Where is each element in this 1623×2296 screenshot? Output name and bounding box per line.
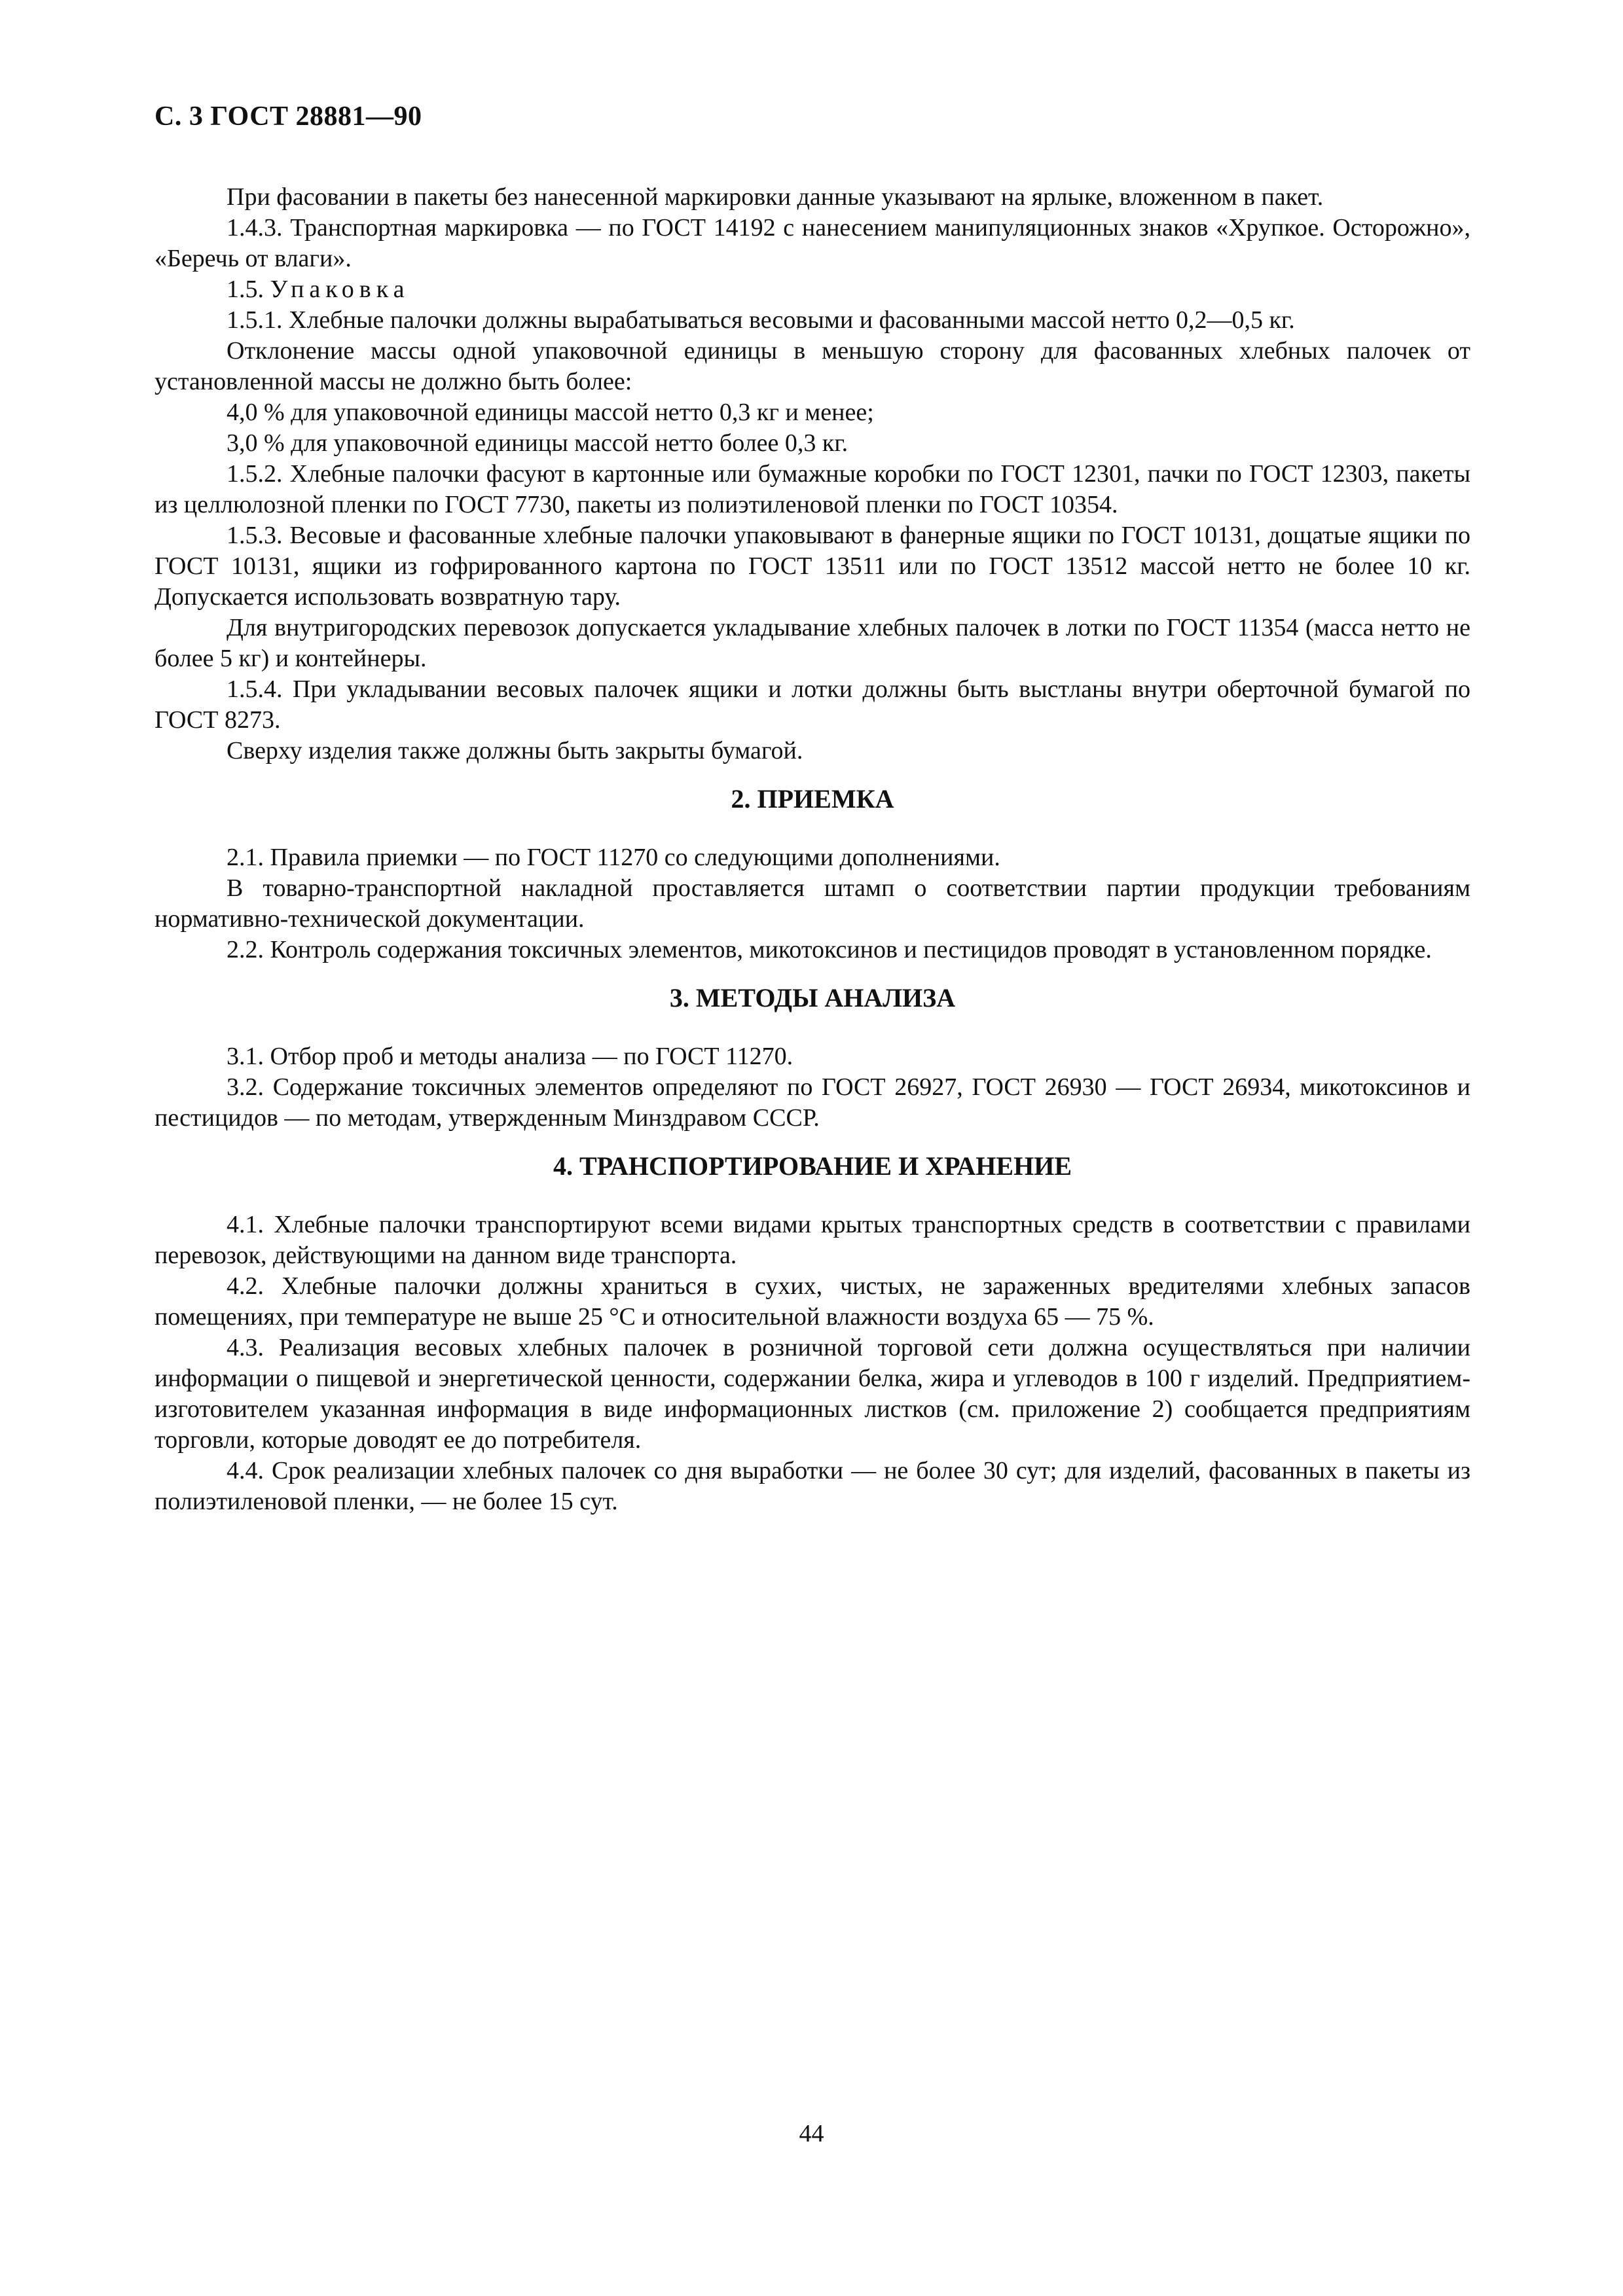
section-title: 4. ТРАНСПОРТИРОВАНИЕ И ХРАНЕНИЕ bbox=[553, 1151, 1072, 1181]
paragraph: 1.4.3. Транспортная маркировка — по ГОСТ 14192 с нанесением манипуляционных знаков «Хрупкое. Осторожно», «Беречь от влаги». bbox=[155, 214, 1470, 272]
paragraph: При фасовании в пакеты без нанесенной маркировки данные указывают на ярлыке, вложенном в пакет. bbox=[227, 183, 1324, 211]
paragraph: 3.1. Отбор проб и методы анализа — по ГОСТ 11270. bbox=[227, 1043, 793, 1070]
paragraph: 1.5.3. Весовые и фасованные хлебные палочки упаковывают в фанерные ящики по ГОСТ 10131, дощатые ящики по ГОСТ 10131, ящики из гофрированного картона по ГОСТ 13511 или по ГОСТ 13512 массой нетто не более 10 кг. Допускается использовать возвратную тару. bbox=[155, 522, 1470, 611]
section-title: 2. ПРИЕМКА bbox=[731, 784, 894, 814]
paragraph: 3.2. Содержание токсичных элементов определяют по ГОСТ 26927, ГОСТ 26930 — ГОСТ 26934, микотоксинов и пестицидов — по методам, утвержденным Минздравом СССР. bbox=[155, 1073, 1470, 1132]
subsection-heading bbox=[155, 274, 1470, 305]
paragraph: 4,0 % для упаковочной единицы массой нетто 0,3 кг и менее; bbox=[227, 399, 874, 426]
section-acceptance bbox=[155, 782, 1470, 965]
paragraph: 4.2. Хлебные палочки должны храниться в сухих, чистых, не зараженных вредителями хлебных запасов помещениях, при температуре не выше 25 °С и относительной влажности воздуха 65 — 75 %. bbox=[155, 1272, 1470, 1331]
paragraph: 4.1. Хлебные палочки транспортируют всеми видами крытых транспортных средств в соответствии с правилами перевозок, действующими на данном виде транспорта. bbox=[155, 1211, 1470, 1269]
subsection-title: Упаковка bbox=[270, 276, 410, 303]
paragraph: 3,0 % для упаковочной единицы массой нетто более 0,3 кг. bbox=[227, 429, 848, 457]
paragraph: В товарно-транспортной накладной проставляется штамп о соответствии партии продукции требованиям нормативно-технической документации. bbox=[155, 874, 1470, 933]
paragraph: 4.3. Реализация весовых хлебных палочек в розничной торговой сети должна осуществляться при наличии информации о пищевой и энергетической ценности, содержании белка, жира и углеводов в 100 г изделий. Предприятием-изготовителем указанная информация в виде информационных листков (см. приложение 2) сообщается предприятиям торговли, которые доводят ее до потребителя. bbox=[155, 1334, 1470, 1454]
page-header: С. 3 ГОСТ 28881—90 bbox=[155, 101, 422, 132]
document-page bbox=[155, 98, 1470, 1517]
paragraph: 4.4. Срок реализации хлебных палочек со дня выработки — не более 30 сут; для изделий, фасованных в пакеты из полиэтиленовой пленки, — не более 15 сут. bbox=[155, 1457, 1470, 1515]
page-number: 44 bbox=[799, 2120, 824, 2147]
paragraph: 1.5.2. Хлебные палочки фасуют в картонные или бумажные коробки по ГОСТ 12301, пачки по ГОСТ 12303, пакеты из целлюлозной пленки по ГОСТ 7730, пакеты из полиэтиленовой пленки по ГОСТ 10354. bbox=[155, 460, 1470, 518]
paragraph: Для внутригородских перевозок допускается укладывание хлебных палочек в лотки по ГОСТ 11354 (масса нетто не более 5 кг) и контейнеры. bbox=[155, 614, 1470, 672]
paragraph: Сверху изделия также должны быть закрыты бумагой. bbox=[227, 737, 803, 764]
section-analysis-methods bbox=[155, 981, 1470, 1134]
paragraph: 2.1. Правила приемки — по ГОСТ 11270 со следующими дополнениями. bbox=[227, 844, 1000, 871]
paragraph: Отклонение массы одной упаковочной единицы в меньшую сторону для фасованных хлебных палочек от установленной массы не должно быть более: bbox=[155, 337, 1470, 395]
subsection-number: 1.5. bbox=[227, 276, 264, 303]
paragraph: 1.5.4. При укладывании весовых палочек ящики и лотки должны быть выстланы внутри оберточной бумагой по ГОСТ 8273. bbox=[155, 675, 1470, 734]
intro-block bbox=[155, 182, 1470, 274]
paragraph: 1.5.1. Хлебные палочки должны вырабатываться весовыми и фасованными массой нетто 0,2—0,5 кг. bbox=[227, 306, 1295, 334]
paragraph: 2.2. Контроль содержания токсичных элементов, микотоксинов и пестицидов проводят в установленном порядке. bbox=[227, 936, 1432, 963]
section-transport-storage bbox=[155, 1149, 1470, 1517]
section-title: 3. МЕТОДЫ АНАЛИЗА bbox=[669, 983, 956, 1013]
packaging-block bbox=[155, 274, 1470, 766]
